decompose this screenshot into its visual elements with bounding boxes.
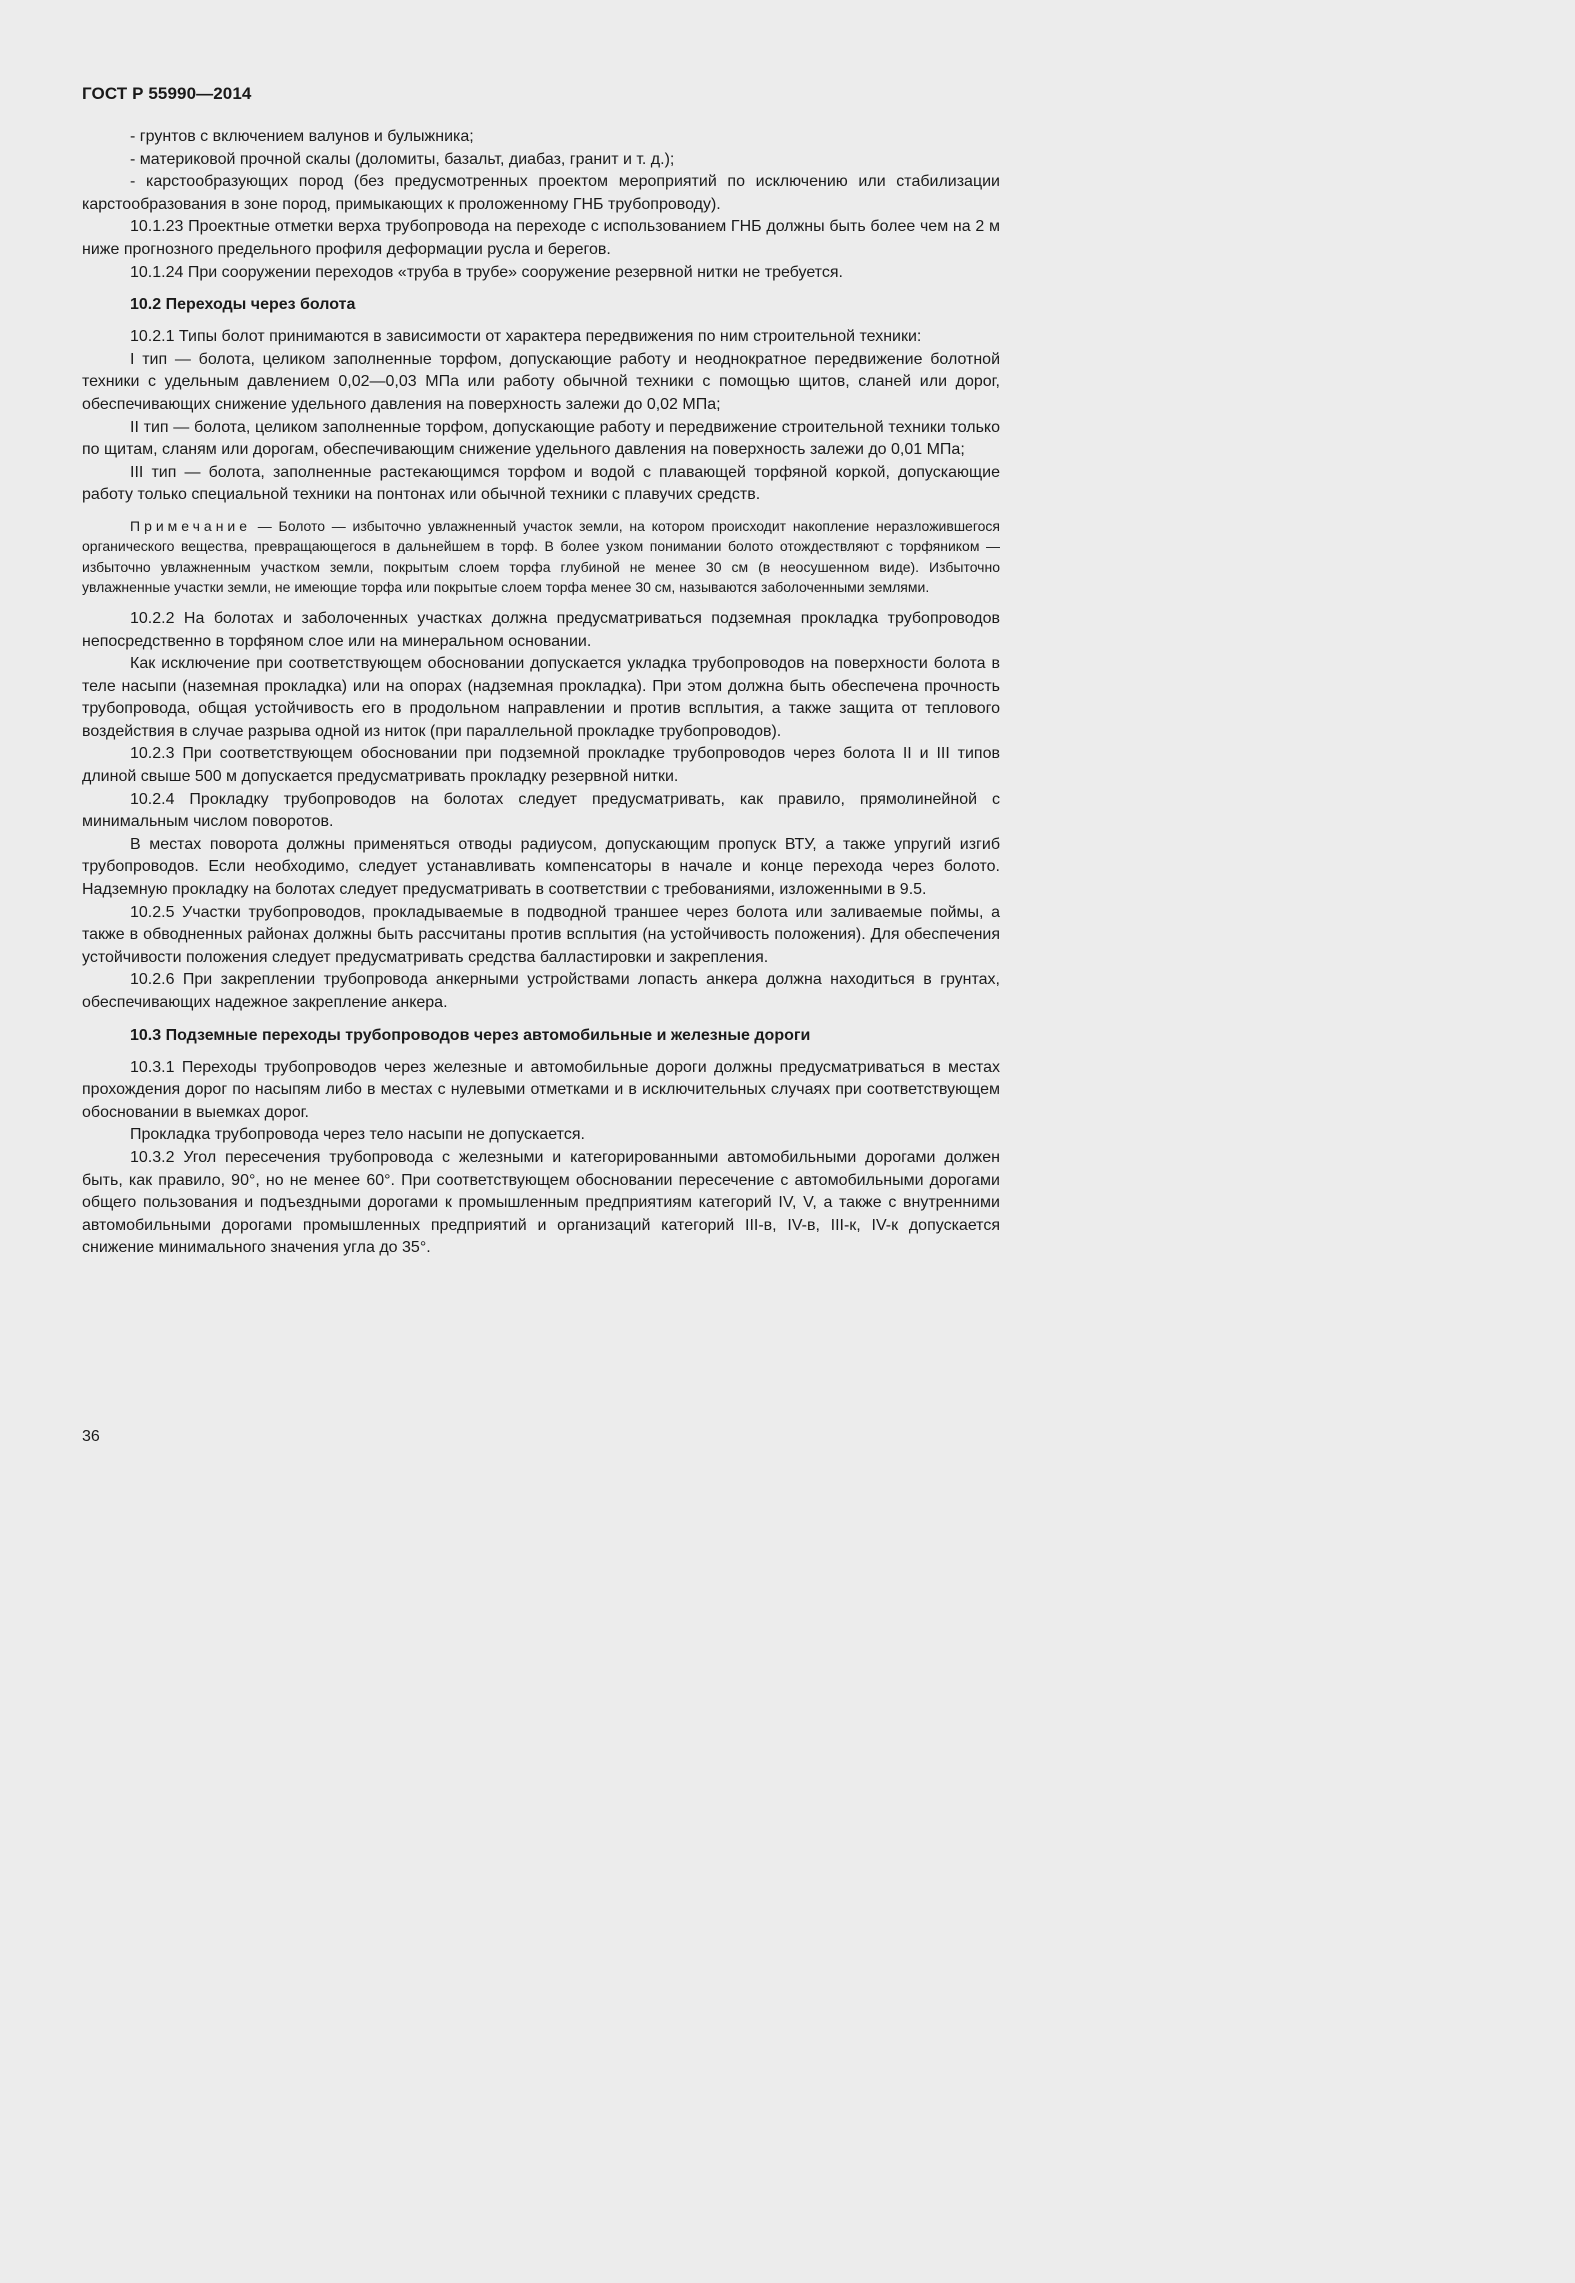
document-header: ГОСТ Р 55990—2014 bbox=[82, 84, 252, 103]
paragraph-embankment: Прокладка трубопровода через тело насыпи не допускается. bbox=[130, 1126, 585, 1144]
paragraph-10-2-3: 10.2.3 При соответствующем обосновании при подземной прокладке трубопроводов через болота II и III типов длиной свыше 500 м допускается предусматривать прокладку резервной нитки. bbox=[82, 745, 1000, 786]
document-page bbox=[82, 84, 1000, 1260]
paragraph-10-2-4: 10.2.4 Прокладку трубопроводов на болотах следует предусматривать, как правило, прямолинейной с минимальным числом поворотов. bbox=[82, 790, 1000, 831]
list-item-boulders: - грунтов с включением валунов и булыжника; bbox=[130, 128, 474, 145]
paragraph-10-2-1: 10.2.1 Типы болот принимаются в зависимости от характера передвижения по ним строительной техники: bbox=[130, 328, 922, 346]
section-heading-10-3: 10.3 Подземные переходы трубопроводов через автомобильные и железные дороги bbox=[130, 1026, 811, 1044]
paragraph-type-3: III тип — болота, заполненные растекающимся торфом и водой с плавающей торфяной коркой, допускающие работу только специальной техники на понтонах или обычной техники с плавучих средств. bbox=[82, 463, 1000, 504]
paragraph-10-1-24: 10.1.24 При сооружении переходов «труба в трубе» сооружение резервной нитки не требуется. bbox=[130, 263, 843, 281]
paragraph-10-2-5: 10.2.5 Участки трубопроводов, прокладываемые в подводной траншее через болота или заливаемые поймы, а также в обводненных районах должны быть рассчитаны против всплытия (на устойчивость положения). Для обеспечения устойчивости положения следует предусматривать средства балластировки и закрепления. bbox=[82, 903, 1000, 966]
note-block bbox=[82, 516, 1000, 598]
paragraph-type-2: II тип — болота, целиком заполненные торфом, допускающие работу и передвижение строительной техники только по щитам, сланям или дорогам, обеспечивающим снижение удельного давления на поверхность залежи до 0,01 МПа; bbox=[82, 418, 1000, 459]
section-heading-10-2: 10.2 Переходы через болота bbox=[130, 296, 356, 314]
paragraph-type-1: I тип — болота, целиком заполненные торфом, допускающие работу и неоднократное передвижение болотной техники с удельным давлением 0,02—0,03 МПа или работу обычной техники с помощью щитов, сланей или дорог, обеспечивающих снижение удельного давления на поверхность залежи до 0,02 МПа; bbox=[82, 350, 1000, 413]
note-label: Примечание bbox=[130, 517, 252, 534]
list-item-bedrock: - материковой прочной скалы (доломиты, базальт, диабаз, гранит и т. д.); bbox=[130, 150, 675, 168]
list-item-karst: - карстообразующих пород (без предусмотренных проектом мероприятий по исключению или стабилизации карстообразования в зоне пород, примыкающих к проложенному ГНБ трубопроводу). bbox=[82, 173, 1000, 213]
paragraph-turns: В местах поворота должны применяться отводы радиусом, допускающим пропуск ВТУ, а также упругий изгиб трубопроводов. Если необходимо, следует устанавливать компенсаторы в начале и конце перехода через болото. Надземную прокладку на болотах следует предусматривать в соответствии с требованиями, изложенными в 9.5. bbox=[82, 835, 1000, 899]
paragraph-10-3-1: 10.3.1 Переходы трубопроводов через железные и автомобильные дороги должны предусматриваться в местах прохождения дорог по насыпям либо в местах с нулевыми отметками и в исключительных случаях при соответствующем обосновании в выемках дорог. bbox=[82, 1058, 1000, 1121]
paragraph-exception: Как исключение при соответствующем обосновании допускается укладка трубопроводов на поверхности болота в теле насыпи (наземная прокладка) или на опорах (надземная прокладка). При этом должна быть обеспечена прочность трубопровода, общая устойчивость его в продольном направлении и против всплытия, а также защита от теплового воздействия в случае разрыва одной из ниток (при параллельной прокладке трубопроводов). bbox=[82, 655, 1000, 740]
page-number: 36 bbox=[82, 1428, 100, 1445]
paragraph-10-3-2: 10.3.2 Угол пересечения трубопровода с железными и категорированными автомобильными дорогами должен быть, как правило, 90°, но не менее 60°. При соответствующем обосновании пересечение с автомобильными дорогами общего пользования и подъездными дорогами к промышленным предприятиям категорий IV, V, а также с внутренними автомобильными дорогами промышленных предприятий и организаций категорий III-в, IV-в, III-к, IV-к допускается снижение минимального значения угла до 35°. bbox=[82, 1148, 1000, 1257]
note-text: — Болото — избыточно увлажненный участок земли, на котором происходит накопление неразложившегося органического вещества, превращающегося в дальнейшем в торф. В более узком понимании болото отождествляют с торфяником — избыточно увлажненным участком земли, покрытым слоем торфа глубиной не менее 30 см (в неосушенном виде). Избыточно увлажненные участки земли, не имеющие торфа или покрытые слоем торфа менее 30 см, называются заболоченными землями. bbox=[82, 517, 1000, 596]
paragraph-10-2-2: 10.2.2 На болотах и заболоченных участках должна предусматриваться подземная прокладка трубопроводов непосредственно в торфяном слое или на минеральном основании. bbox=[82, 609, 1000, 650]
paragraph-10-2-6: 10.2.6 При закреплении трубопровода анкерными устройствами лопасть анкера должна находиться в грунтах, обеспечивающих надежное закрепление анкера. bbox=[82, 971, 1000, 1011]
paragraph-10-1-23: 10.1.23 Проектные отметки верха трубопровода на переходе с использованием ГНБ должны быть более чем на 2 м ниже прогнозного предельного профиля деформации русла и берегов. bbox=[82, 218, 1000, 258]
